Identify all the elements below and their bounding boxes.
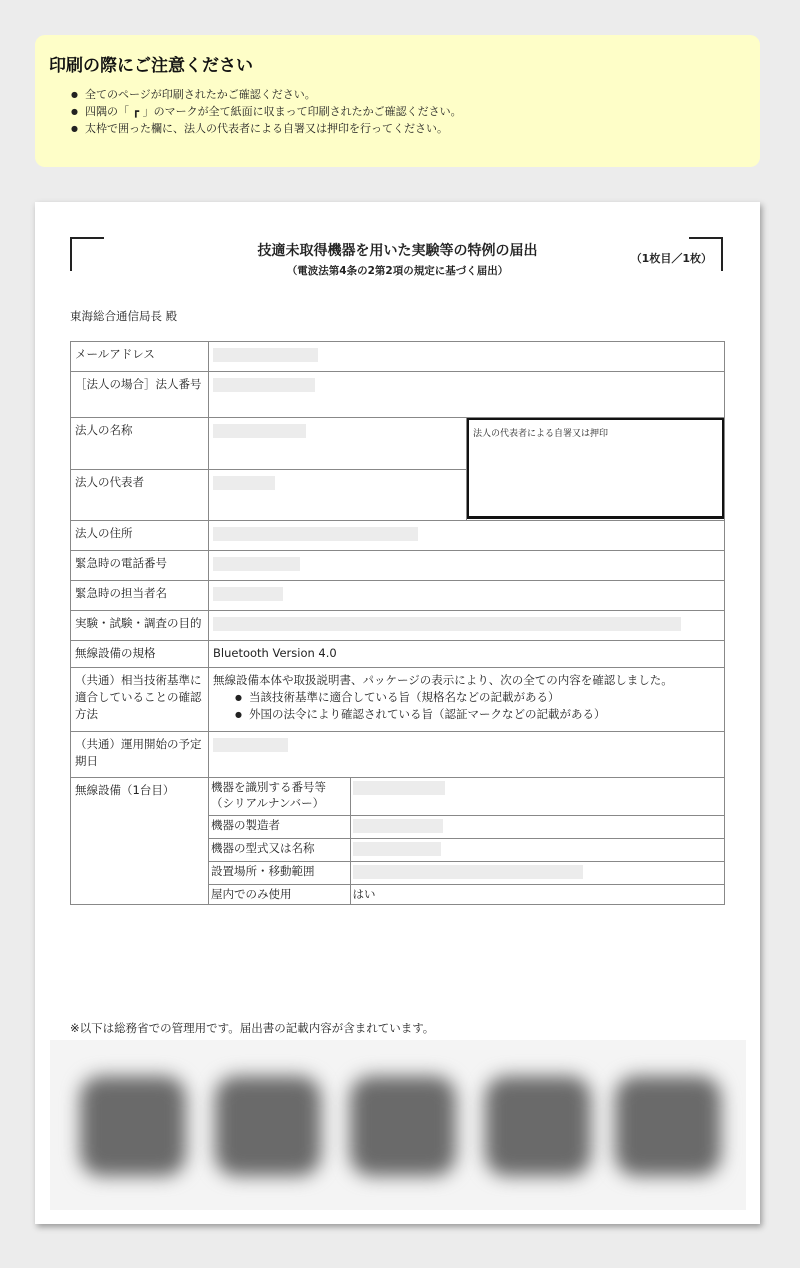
method-list [213, 689, 720, 723]
blurred-code [350, 1076, 456, 1176]
emergency-contact-value [209, 581, 725, 611]
redacted-value [353, 842, 441, 856]
seal-label: 法人の代表者による自署又は押印 [473, 429, 609, 439]
page-count: （1枚目／1枚） [630, 252, 712, 265]
redacted-value [353, 819, 443, 833]
method-intro: 無線設備本体や取扱説明書、パッケージの表示により、次の全ての内容を確認しました。 [213, 673, 673, 687]
standard-label: 無線設備の規格 [71, 641, 209, 668]
corp-name-value [209, 418, 467, 470]
print-notice [35, 35, 760, 167]
representative-value [209, 470, 467, 521]
purpose-label: 実験・試験・調査の目的 [71, 611, 209, 641]
indoor-label: 屋内でのみ使用 [209, 884, 350, 904]
corp-name-label: 法人の名称 [71, 418, 209, 470]
manufacturer-value [350, 815, 724, 838]
redacted-value [213, 476, 275, 490]
seal-cell [467, 418, 725, 521]
redacted-value [213, 617, 681, 631]
email-value [209, 342, 725, 372]
location-label: 設置場所・移動範囲 [209, 861, 350, 884]
addressee: 東海総合通信局長 殿 [70, 309, 178, 323]
redacted-value [213, 527, 418, 541]
notice-item: ● 全てのページが印刷されたかご確認ください。 [71, 86, 746, 103]
redacted-value [353, 865, 583, 879]
blurred-code [80, 1076, 186, 1176]
redacted-value [213, 557, 300, 571]
redacted-value [353, 781, 445, 795]
document-title: 技適未取得機器を用いた実験等の特例の届出 [257, 243, 538, 259]
address-label: 法人の住所 [71, 521, 209, 551]
corp-number-label: ［法人の場合］法人番号 [71, 372, 209, 418]
redacted-value [213, 348, 318, 362]
start-date-label: （共通）運用開始の予定期日 [71, 732, 209, 778]
notice-item: ● 太枠で囲った欄に、法人の代表者による自署又は押印を行ってください。 [71, 120, 746, 137]
seal-box [466, 417, 725, 519]
manufacturer-label: 機器の製造者 [209, 815, 350, 838]
emergency-contact-label: 緊急時の担当者名 [71, 581, 209, 611]
document-page [35, 202, 760, 1224]
blurred-code [615, 1076, 721, 1176]
method-label: （共通）相当技術基準に適合していることの確認方法 [71, 668, 209, 732]
model-value [350, 838, 724, 861]
notice-list [49, 86, 746, 137]
model-label: 機器の型式又は名称 [209, 838, 350, 861]
method-value [209, 668, 725, 732]
device-details [209, 778, 725, 905]
admin-note: ※以下は総務省での管理用です。届出書の記載内容が含まれています。 [70, 1021, 435, 1035]
standard-value: Bluetooth Version 4.0 [209, 641, 725, 668]
address-value [209, 521, 725, 551]
emergency-phone-value [209, 551, 725, 581]
device-subtable [209, 778, 724, 904]
admin-code-area [50, 1040, 746, 1210]
serial-label: 機器を識別する番号等（シリアルナンバー） [209, 778, 350, 815]
emergency-phone-label: 緊急時の電話番号 [71, 551, 209, 581]
blurred-code [215, 1076, 321, 1176]
redacted-value [213, 587, 283, 601]
purpose-value [209, 611, 725, 641]
method-item: ● 外国の法令により確認されている旨（認証マークなどの記載がある） [235, 706, 720, 723]
device-label: 無線設備（1台目） [71, 778, 209, 905]
document-subtitle: （電波法第4条の2第2項の規定に基づく届出） [286, 265, 509, 277]
notice-item: ● 四隅の「 ┏ 」のマークが全て紙面に収まって印刷されたかご確認ください。 [71, 103, 746, 120]
redacted-value [213, 378, 315, 392]
start-date-value [209, 732, 725, 778]
serial-value [350, 778, 724, 815]
method-item: ● 当該技術基準に適合している旨（規格名などの記載がある） [235, 689, 720, 706]
notice-title: 印刷の際にご注意ください [49, 56, 253, 76]
notification-form [70, 341, 725, 905]
redacted-value [213, 738, 288, 752]
representative-label: 法人の代表者 [71, 470, 209, 521]
blurred-code [485, 1076, 591, 1176]
corp-number-value [209, 372, 725, 418]
indoor-value: はい [350, 884, 724, 904]
redacted-value [213, 424, 306, 438]
location-value [350, 861, 724, 884]
email-label: メールアドレス [71, 342, 209, 372]
